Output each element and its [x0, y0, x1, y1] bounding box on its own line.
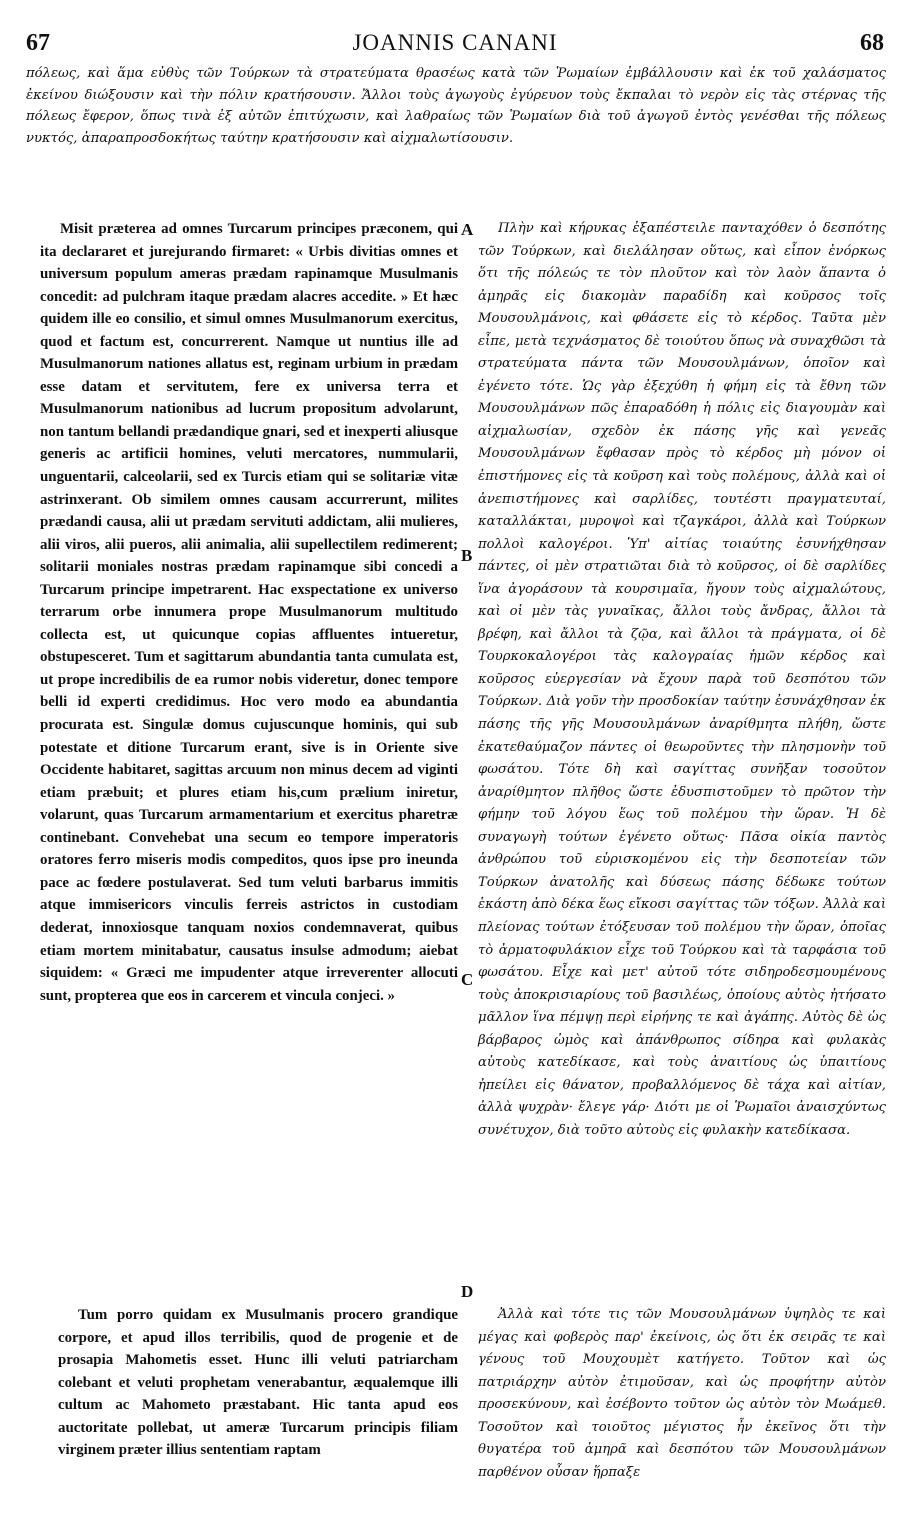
greek-top-paragraph: πόλεως, καὶ ἅμα εὐθὺς τῶν Τούρκων τὰ στρατεύματα θρασέως κατὰ τῶν Ῥωμαίων ἐμβάλλουσιν καὶ ἐκ τοῦ χαλάσματος ἐκείνου διώξουσιν καὶ τὴν πόλιν κρατήσουσιν. Ἄλλοι τοὺς ἀγωγοὺς ἐγύρευον τοὺς ἔκπαλαι τὸ νερὸν εἰς τὰς στέρνας τῆς πόλεως ἔφερον, ὅπως τινὰ ἐξ αὐτῶν ἐπιτύχωσιν, καὶ λαθραίως τῶν Ῥωμαίων διὰ τοῦ ἀγωγοῦ ἐντὸς γενέσθαι τῆς πόλεως νυκτός, ἀπαραπροσδοκήτως ταύτην κρατήσουσιν καὶ αἰχμαλωτίσουσιν. — [26, 66, 886, 146]
page-number-left: 67 — [26, 30, 50, 56]
page-header — [26, 30, 884, 64]
section-marker-d: D — [461, 1282, 474, 1301]
greek-column-section-1 — [478, 218, 886, 1142]
section-marker-b: B — [461, 546, 473, 565]
greek-column-section-2 — [478, 1304, 886, 1484]
greek-paragraph-2: Ἀλλὰ καὶ τότε τις τῶν Μουσουλμάνων ὑψηλὸς τε καὶ μέγας καὶ φοβερὸς παρ' ἐκείνοις, ὡς ὅτι ἐκ σειρᾶς τε καὶ γένους τοῦ Μουχουμὲτ κατήγετο. Τοῦτον καὶ ὡς πατριάρχην αὐτὸν ἐτιμοῦσαν, καὶ ὡς προφήτην αὐτὸν προσεκύνουν, καὶ ἐσέβοντο τοῦτον ὡς αὐτὸν τὸν Μωάμεθ. Τοσοῦτον καὶ τοιοῦτος μέγιστος ἦν ἐκεῖνος ὅτι τὴν θυγατέρα τοῦ ἀμηρᾶ καὶ δεσπότου τῶν Μουσουλμάνων παρθένον οὖσαν ἥρπαξε — [478, 1307, 886, 1480]
latin-column-section-1 — [40, 218, 458, 1007]
latin-paragraph-2: Tum porro quidam ex Musulmanis procero grandique corpore, et apud illos terribilis, quod de progenie et de prosapia Mahometis esset. Hunc illi veluti patriarcham colebant et veluti prophetam venerabantur, æqualemque illi cultum ac Mahometo præstabant. Hic tanta apud eos auctoritate pollebat, ut ameræ Turcarum principis filiam virginem præter illius sententiam raptam — [58, 1307, 458, 1459]
section-marker-a: A — [461, 220, 474, 239]
latin-paragraph-1: Misit præterea ad omnes Turcarum principes præconem, qui ita declararet et jurejurando firmaret: « Urbis divitias omnes et universum populum ameras prædam rapinamque Musulmanis concedit: ad pulchram itaque prædam alacres accedite. » Et hæc quidem ille eo consilio, et simul omnes Musulmanorum exercitus, quod et factum est, concurrerent. Namque ut nuntius ille ad Musulmanorum nationes allatus est, reginam urbium in prædam esse datam et servitutem, fere ex universa terra et Musulmanorum nationibus ad lucrum propositum advolarunt, non tantum bellandi prædandique gnari, sed et inexperti aliusque generis ac artificii homines, veluti mercatores, nummularii, unguentarii, calceolarii, sed ex Turcis etiam qui se solitariæ vitæ astrinxerant. Ob similem omnes causam accurrerunt, milites prædandi causa, alii ut prædam servituti addictam, alii mulieres, alii viros, alii pueros, alii animalia, alii supellectilem redimerent; solitarii moniales nostras prædam rapinamque sibi concedi a Turcarum principe impetrarent. Hac exspectatione ex universo terrarum orbe innumera prope Musulmanorum multitudo collecta est, ut quicunque copias affluentes intueretur, obstupesceret. Tum et sagittarum abundantia tanta cumulata est, ut prope incredibilis de ea rumor nobis videretur, donec tempore belli id experti credidimus. Hoc vero modo ea abundantia procurata est. Singulæ domus cujuscunque hominis, qui sub potestate et ditione Turcarum erant, sive is in Oriente sive Occidente habitaret, sagittas arcuum non minus decem ad viginti etiam præbuit; et plures etiam his,cum prælium iniretur, volarunt, quas Turcarum armamentarium et exercitus pharetræ continebant. Convehebat una secum eo tempore imperatoris oratores ferro miseris modis compeditos, quos ipse pro ineunda pace ac fœdere postulaverat. Sed tum veluti barbarus immitis atque immisericors vinculis ferreis astrictos in custodiam dederat, innoxiosque tanquam noxios condemnaverat, quibus etiam mortem minitabatur, causatus insulse admodum; aiebat siquidem: « Græci me impudenter atque irreverenter allocuti sunt, propterea que eos in carcerem et vincula conjeci. » — [40, 221, 458, 1004]
section-marker-c: C — [461, 970, 474, 989]
greek-paragraph-1: Πλὴν καὶ κήρυκας ἐξαπέστειλε πανταχόθεν ὁ δεσπότης τῶν Τούρκων, καὶ διελάλησαν οὕτως, καὶ εἶπον ἐνόρκως ὅτι τῆς πόλεώς τε τὸν πλοῦτον καὶ τὸν λαὸν ἅπαντα ὁ ἀμηρᾶς εἰς διακομὰν παραδίδη καὶ κοῦρσος τοῖς Μουσουλμάνοις, καὶ φθάσετε εἰς τὸ κέρδος. Ταῦτα μὲν εἶπε, μετὰ τεχνάσματος δὲ τοιούτου ὅπως νὰ συναχθῶσι τὰ στρατεύματα πάντα τῶν Μουσουλμάνων, ὁποῖον καὶ ἐγένετο τότε. Ὡς γὰρ ἐξεχύθη ἡ φήμη εἰς τὰ ἔθνη τῶν Μουσουλμάνων πῶς ἐπαραδόθη ἡ πόλις εἰς διαγουμὰν καὶ αἰχμαλωσίαν, σχεδὸν ἐκ πάσης γῆς καὶ γενεᾶς Μουσουλμάνων ἔφθασαν πρὸς τὸ κέρδος μὴ μόνον οἱ ἐπιστήμονες εἰς τὰ κοῦρση καὶ τοὺς πολέμους, ἀλλὰ καὶ οἱ ἀνεπιστήμονες καὶ σαρλίδες, τουτέστι πραγματευταί, καταλλάκται, μυροψοὶ καὶ τζαγκάροι, ἀλλὰ καὶ Τούρκων πολλοὶ καλογέροι. Ὑπ' αἰτίας τοιαύτης ἐσυνήχθησαν πάντες, οἱ μὲν στρατιῶται διὰ τὸ κοῦρσος, οἱ δὲ σαρλίδες ἵνα ἀγοράσουν τὰ κουρσιμαῖα, ἤγουν τοὺς αἰχμαλώτους, καὶ οἱ μὲν τὰς γυναῖκας, ἄλλοι τοὺς ἄνδρας, ἄλλοι τὰ βρέφη, καὶ ἄλλοι τὰ ζῷα, καὶ ἄλλοι τὰ πράγματα, οἱ δὲ Τουρκοκαλογέροι τὰς καλογραίας ἡμῶν κέρδος καὶ κοῦρσος εὐεργεσίαν νὰ ἔχουν παρὰ τοῦ δεσπότου τῶν Τούρκων. Διὰ γοῦν τὴν προσδοκίαν ταύτην ἐσυνάχθησαν ἐκ πάσης τῆς γῆς Μουσουλμάνων ἀναρίθμητα πλήθη, ὥστε ἐκατεθαύμαζον πάντες οἱ θεωροῦντες τὴν πλησμονὴν τοῦ φωσάτου. Τότε δὴ καὶ σαγίττας συνῆξαν τοσοῦτον ἀναρίθμητον πλῆθος ὥστε ἐδυσπιστοῦμεν τὸ πρῶτον τὴν φήμην τοῦ λόγου ἕως τοῦ πολέμου τὴν ὥραν. Ἡ δὲ συναγωγὴ τούτων ἐγένετο οὕτως· Πᾶσα οἰκία παντὸς ἀνθρώπου τοῦ εὑρισκομένου εἰς τὴν δεσποτείαν τῶν Τούρκων ἀνατολῆς καὶ δύσεως πάσης δέδωκε τούτων ἑκάστη ἀπὸ δέκα ἕως εἴκοσι σαγίττας τῶν τόξων. Ἀλλὰ καὶ πλείονας τούτων ἐτόξευσαν τοῦ πολέμου τὴν ὥραν, ὁποῖας τὸ ἀρματοφυλάκιον εἶχε τοῦ Τούρκου καὶ τὰ ταρφάσια τοῦ φωσάτου. Εἶχε καὶ μετ' αὐτοῦ τότε σιδηροδεσμουμένους τοὺς ἀποκρισιαρίους τοῦ βασιλέως, ὁποίους αὐτὸς ἠτήσατο μᾶλλον ἵνα πέμψῃ περὶ εἰρήνης τε καὶ ἀγάπης. Αὐτὸς δὲ ὡς βάρβαρος ὠμὸς καὶ ἀπάνθρωπος σίδηρα καὶ φυλακὰς αὐτοὺς κατεδίκασε, καὶ τοὺς ἀναιτίους ὡς ὑπαιτίους ἠπείλει εἰς θάνατον, προβαλλόμενος δὲ τάχα καὶ αἰτίαν, ἀλλὰ ψυχρὰν· ἔλεγε γάρ· Διότι με οἱ Ῥωμαῖοι ἀναισχύντως συνέτυχον, διὰ τοῦτο αὐτοὺς εἰς φυλακὴν κατεδίκασα. — [478, 221, 886, 1138]
running-title: JOANNIS CANANI — [352, 30, 558, 55]
page-number-right: 68 — [860, 30, 884, 56]
latin-column-section-2 — [58, 1304, 458, 1462]
